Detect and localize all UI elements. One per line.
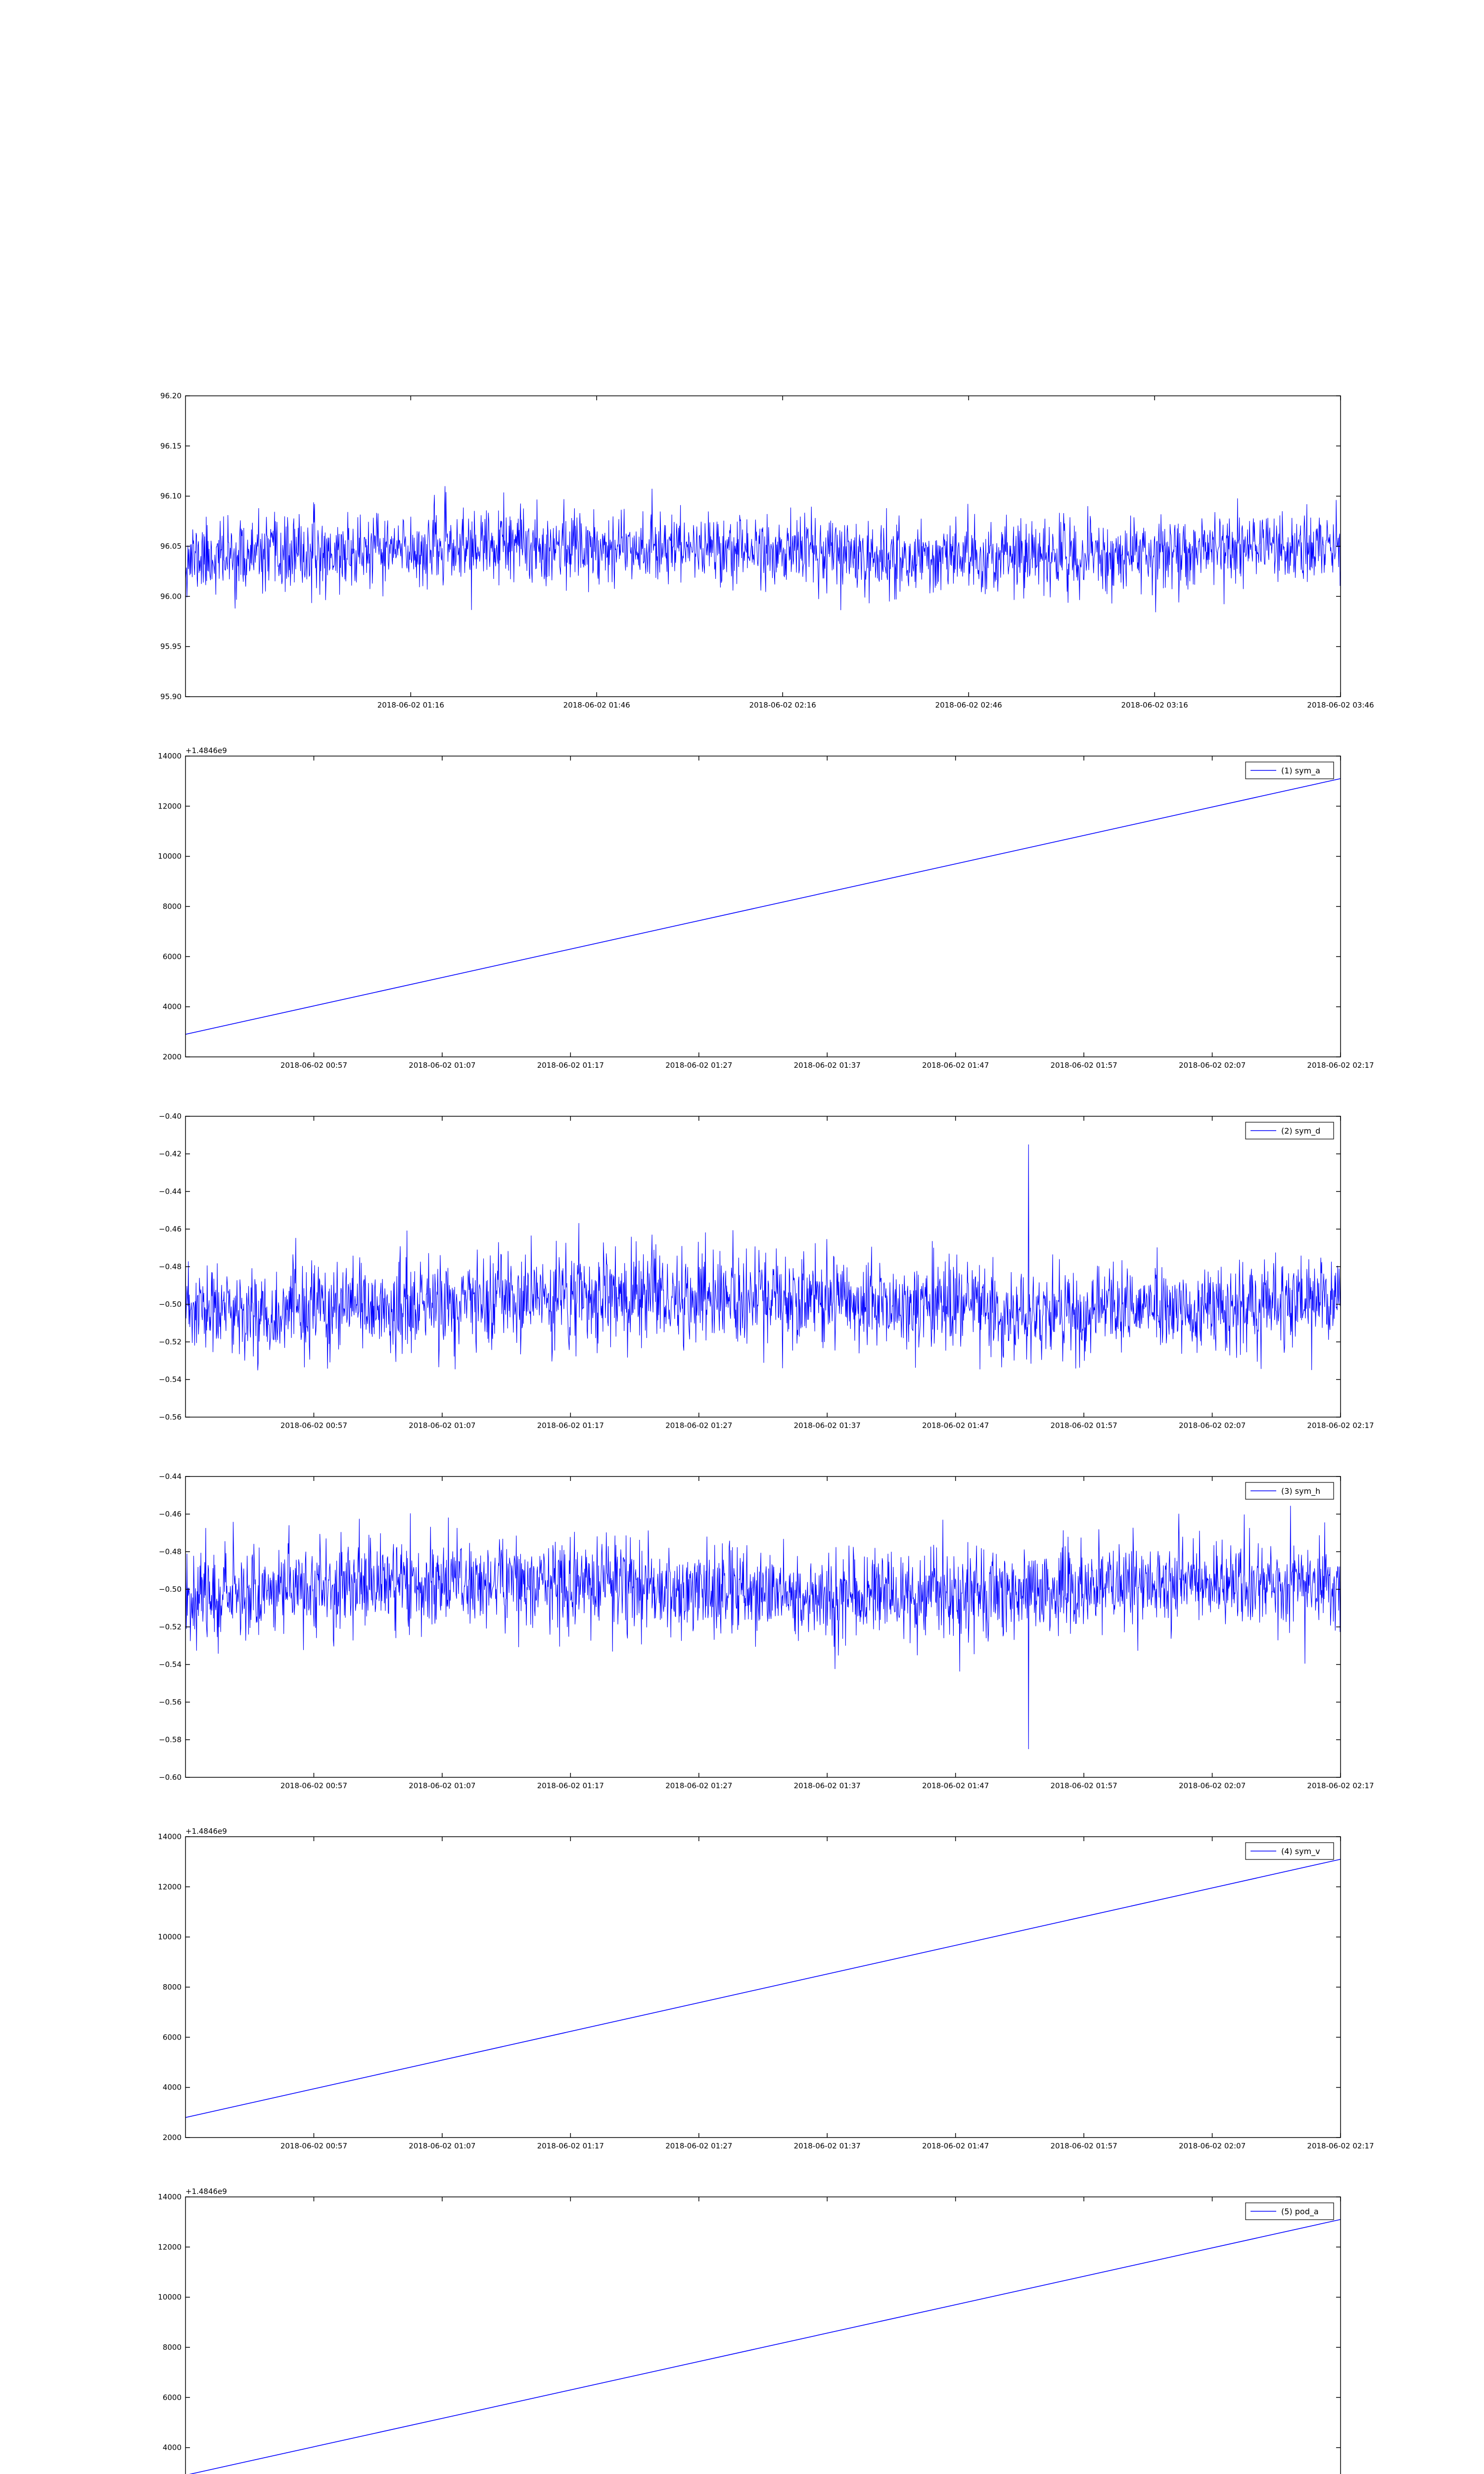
legend-label: (4) sym_v [1281, 1847, 1320, 1856]
y-offset-label: +1.4846e9 [186, 746, 227, 755]
y-tick-label: 14000 [158, 1832, 182, 1841]
y-tick-label: 96.10 [160, 491, 182, 501]
legend-label: (2) sym_d [1281, 1126, 1321, 1136]
subplot-4 [159, 1472, 1374, 1790]
x-tick-label: 2018-06-02 00:57 [280, 1061, 348, 1070]
y-tick-label: −0.56 [159, 1698, 182, 1707]
x-tick-label: 2018-06-02 02:46 [935, 701, 1002, 710]
x-tick-label: 2018-06-02 01:47 [922, 1421, 989, 1430]
x-tick-label: 2018-06-02 00:57 [280, 1781, 348, 1790]
x-tick-label: 2018-06-02 00:57 [280, 2141, 348, 2150]
y-tick-label: −0.46 [159, 1510, 182, 1519]
x-tick-label: 2018-06-02 01:16 [377, 701, 444, 710]
y-tick-label: 4000 [162, 1002, 182, 1011]
x-tick-label: 2018-06-02 01:37 [793, 1781, 861, 1790]
y-tick-label: 12000 [158, 1882, 182, 1892]
x-tick-label: 2018-06-02 01:37 [793, 2141, 861, 2150]
y-tick-label: 4000 [162, 2083, 182, 2092]
axes-frame [186, 2197, 1341, 2474]
x-tick-label: 2018-06-02 01:07 [409, 1061, 476, 1070]
y-tick-label: −0.44 [159, 1472, 182, 1481]
axes-frame [186, 1476, 1341, 1777]
y-tick-label: 8000 [162, 902, 182, 911]
y-tick-label: 8000 [162, 2343, 182, 2352]
y-tick-label: 10000 [158, 2292, 182, 2302]
y-tick-label: 10000 [158, 1932, 182, 1942]
series-line-2-1 [186, 779, 1341, 1035]
y-tick-label: 6000 [162, 2033, 182, 2042]
subplot-6 [158, 2187, 1374, 2474]
x-tick-label: 2018-06-02 01:37 [793, 1061, 861, 1070]
series-line-3-1 [186, 1144, 1341, 1371]
legend-label: (3) sym_h [1281, 1486, 1321, 1496]
series-line-4-1 [186, 1506, 1341, 1749]
x-tick-label: 2018-06-02 01:37 [793, 1421, 861, 1430]
y-tick-label: −0.50 [159, 1585, 182, 1594]
x-tick-label: 2018-06-02 02:07 [1178, 1421, 1246, 1430]
legend [1246, 1482, 1334, 1499]
y-tick-label: 4000 [162, 2443, 182, 2452]
y-tick-label: 10000 [158, 852, 182, 861]
x-tick-label: 2018-06-02 01:07 [409, 1421, 476, 1430]
y-tick-label: −0.46 [159, 1225, 182, 1234]
y-tick-label: 14000 [158, 752, 182, 761]
y-tick-label: 2000 [162, 2133, 182, 2142]
y-tick-label: −0.48 [159, 1262, 182, 1271]
series-line-6-1 [186, 2220, 1341, 2474]
y-tick-label: 96.15 [160, 441, 182, 451]
x-tick-label: 2018-06-02 01:57 [1050, 2141, 1117, 2150]
x-tick-label: 2018-06-02 02:07 [1178, 1781, 1246, 1790]
y-tick-label: 12000 [158, 802, 182, 811]
x-tick-label: 2018-06-02 01:27 [665, 1421, 733, 1430]
x-tick-label: 2018-06-02 03:16 [1121, 701, 1188, 710]
x-tick-label: 2018-06-02 01:07 [409, 2141, 476, 2150]
axes-frame [186, 1116, 1341, 1417]
y-tick-label: −0.54 [159, 1660, 182, 1669]
x-tick-label: 2018-06-02 01:57 [1050, 1061, 1117, 1070]
x-tick-label: 2018-06-02 01:57 [1050, 1781, 1117, 1790]
y-tick-label: 6000 [162, 952, 182, 961]
y-tick-label: −0.42 [159, 1149, 182, 1158]
x-tick-label: 2018-06-02 03:46 [1307, 701, 1374, 710]
x-tick-label: 2018-06-02 02:17 [1307, 1781, 1374, 1790]
series-line-5-1 [186, 1859, 1341, 2118]
subplot-1 [160, 391, 1374, 710]
subplot-3 [159, 1112, 1374, 1430]
subplot-5 [158, 1827, 1374, 2150]
x-tick-label: 2018-06-02 00:57 [280, 1421, 348, 1430]
y-tick-label: 96.00 [160, 592, 182, 601]
x-tick-label: 2018-06-02 01:47 [922, 1061, 989, 1070]
legend-label: (5) pod_a [1281, 2207, 1319, 2216]
axes-frame [186, 1837, 1341, 2138]
y-tick-label: −0.50 [159, 1300, 182, 1309]
y-tick-label: −0.58 [159, 1735, 182, 1744]
legend [1246, 1843, 1334, 1859]
y-tick-label: 95.90 [160, 692, 182, 701]
y-tick-label: −0.56 [159, 1413, 182, 1422]
x-tick-label: 2018-06-02 02:16 [749, 701, 816, 710]
x-tick-label: 2018-06-02 01:46 [563, 701, 630, 710]
legend [1246, 2203, 1334, 2220]
legend [1246, 762, 1334, 779]
y-tick-label: −0.40 [159, 1112, 182, 1121]
x-tick-label: 2018-06-02 02:17 [1307, 1061, 1374, 1070]
x-tick-label: 2018-06-02 01:47 [922, 1781, 989, 1790]
legend-label: (1) sym_a [1281, 766, 1320, 775]
y-tick-label: 2000 [162, 1052, 182, 1061]
x-tick-label: 2018-06-02 01:17 [537, 1061, 604, 1070]
x-tick-label: 2018-06-02 01:17 [537, 2141, 604, 2150]
legend [1246, 1122, 1334, 1139]
x-tick-label: 2018-06-02 01:27 [665, 1061, 733, 1070]
y-tick-label: 96.05 [160, 542, 182, 551]
x-tick-label: 2018-06-02 01:07 [409, 1781, 476, 1790]
x-tick-label: 2018-06-02 01:47 [922, 2141, 989, 2150]
y-tick-label: −0.44 [159, 1187, 182, 1196]
x-tick-label: 2018-06-02 01:27 [665, 1781, 733, 1790]
x-tick-label: 2018-06-02 02:17 [1307, 2141, 1374, 2150]
x-tick-label: 2018-06-02 01:17 [537, 1781, 604, 1790]
y-tick-label: 14000 [158, 2192, 182, 2201]
x-tick-label: 2018-06-02 01:57 [1050, 1421, 1117, 1430]
y-offset-label: +1.4846e9 [186, 1827, 227, 1836]
x-tick-label: 2018-06-02 02:07 [1178, 2141, 1246, 2150]
y-tick-label: −0.60 [159, 1773, 182, 1782]
y-tick-label: 12000 [158, 2242, 182, 2252]
x-tick-label: 2018-06-02 02:17 [1307, 1421, 1374, 1430]
y-tick-label: −0.52 [159, 1337, 182, 1346]
x-tick-label: 2018-06-02 01:27 [665, 2141, 733, 2150]
x-tick-label: 2018-06-02 02:07 [1178, 1061, 1246, 1070]
y-tick-label: 95.95 [160, 642, 182, 651]
subplot-2 [158, 746, 1374, 1070]
y-offset-label: +1.4846e9 [186, 2187, 227, 2196]
x-tick-label: 2018-06-02 01:17 [537, 1421, 604, 1430]
y-tick-label: 8000 [162, 1983, 182, 1992]
y-tick-label: 96.20 [160, 391, 182, 400]
y-tick-label: −0.48 [159, 1547, 182, 1556]
y-tick-label: 6000 [162, 2393, 182, 2402]
y-tick-label: −0.52 [159, 1622, 182, 1631]
series-line-1-1 [186, 486, 1341, 613]
y-tick-label: −0.54 [159, 1375, 182, 1384]
